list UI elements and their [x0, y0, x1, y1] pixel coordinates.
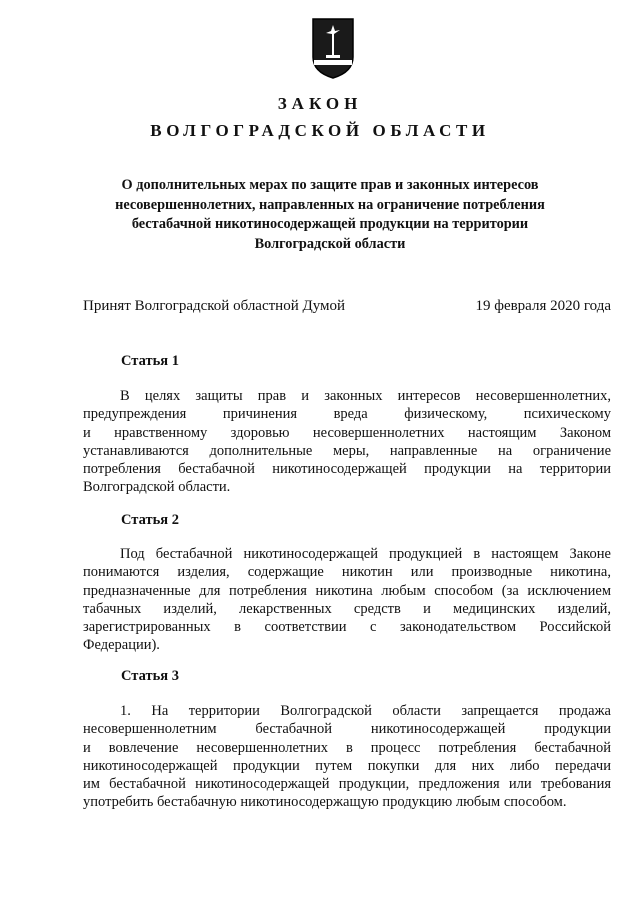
text-line: и нравственному здоровью несовершеннолетних настоящим Законом [83, 424, 611, 441]
law-region-title: ВОЛГОГРАДСКОЙ ОБЛАСТИ [150, 121, 490, 140]
coat-of-arms-icon [310, 17, 356, 79]
adoption-line [83, 298, 611, 315]
article-2-text [83, 545, 611, 655]
adopted-by: Принят Волгоградской областной Думой [83, 298, 346, 314]
text-line: понимаются изделия, содержащие никотин или производные никотина, [83, 564, 611, 581]
text-line: Федерации). [83, 637, 160, 654]
text-line: и вовлечение несовершеннолетних в процесс потребления бестабачной [83, 739, 611, 756]
text-line: Под бестабачной никотиносодержащей продукцией в настоящем Законе [120, 546, 611, 562]
text-line: табачных изделий, лекарственных средств и медицинских изделий, [83, 600, 611, 617]
text-line: Волгоградской области. [83, 479, 231, 496]
law-title: ЗАКОН [277, 94, 363, 113]
article-2-heading: Статья 2 [121, 512, 179, 528]
text-line: потребления бестабачной никотиносодержащей продукции на территории [83, 461, 611, 478]
subject-line: Волгоградской области [254, 235, 406, 252]
text-line: предназначенные для потребления никотина любым способом (за исключением [83, 582, 611, 599]
subject-line: бестабачной никотиносодержащей продукции на территории [131, 216, 529, 232]
text-line: несовершеннолетним бестабачной никотиносодержащей продукции [83, 721, 611, 738]
article-3-heading: Статья 3 [121, 668, 179, 684]
law-subject-title [95, 176, 565, 254]
text-line: предупреждения причинения вреда физическому, психическому [83, 406, 611, 423]
text-line: зарегистрированных в соответствии с законодательством Российской [83, 619, 611, 636]
article-1-text [83, 387, 611, 497]
text-line: употребить бестабачную никотиносодержащую продукцию любым способом. [83, 794, 567, 811]
text-line: В целях защиты прав и законных интересов несовершеннолетних, [120, 388, 611, 404]
subject-line: несовершеннолетних, направленных на ограничение потребления [115, 196, 545, 213]
text-line: никотиносодержащей продукции путем покупки для них либо передачи [83, 757, 611, 774]
text-line: им бестабачной никотиносодержащей продукции, предложения или требования [83, 776, 611, 793]
text-line: устанавливаются дополнительные меры, направленные на ограничение [83, 442, 611, 459]
article-3-text [83, 702, 611, 812]
article-1-heading: Статья 1 [121, 353, 179, 369]
text-line: 1. На территории Волгоградской области запрещается продажа [120, 703, 611, 719]
adoption-date: 19 февраля 2020 года [475, 298, 611, 314]
subject-line: О дополнительных мерах по защите прав и законных интересов [121, 177, 539, 193]
